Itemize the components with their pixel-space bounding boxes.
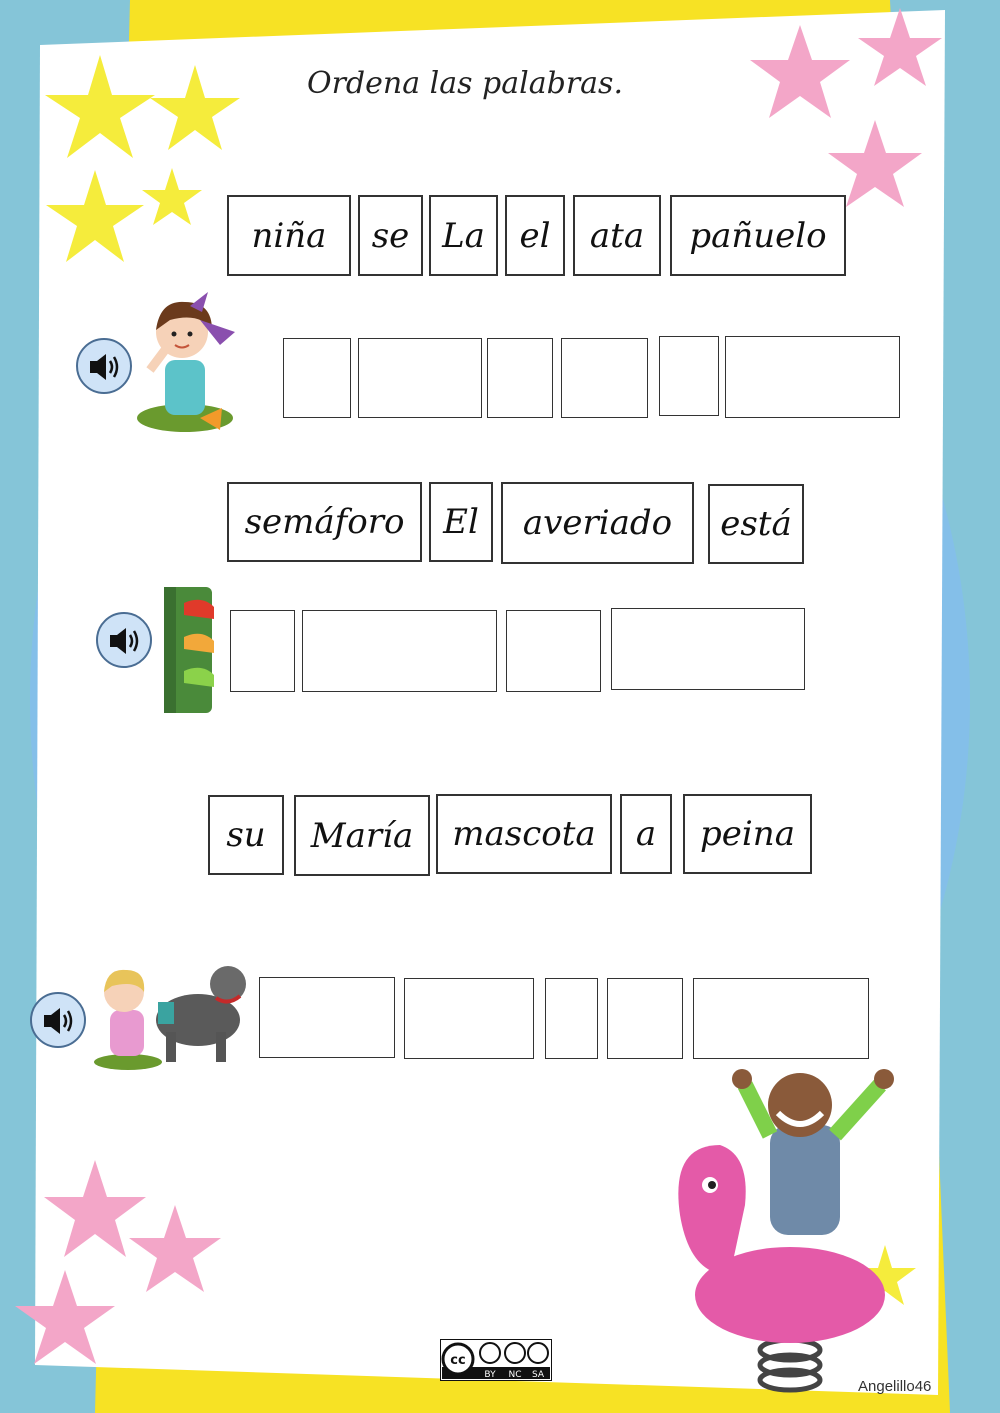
word-tile[interactable]: María [294,795,430,876]
answer-slot[interactable] [545,978,598,1059]
answer-slot[interactable] [230,610,295,692]
answer-slot[interactable] [561,338,648,418]
cc-badge-label: cc [450,1353,466,1368]
author-credit: Angelillo46 [858,1378,932,1395]
speaker-icon [88,352,122,382]
word-tile[interactable]: peina [683,794,812,874]
word-tile[interactable]: está [708,484,804,564]
answer-slot[interactable] [506,610,601,692]
word-tile[interactable]: pañuelo [670,195,846,276]
creative-commons-license-badge [440,1339,552,1381]
by-badge-label: BY [484,1370,496,1380]
girl-brushing-dog-picture [88,962,256,1072]
answer-slot[interactable] [611,608,805,690]
answer-slot[interactable] [358,338,482,418]
audio-button[interactable] [76,338,132,394]
answer-slot[interactable] [283,338,351,418]
word-tile[interactable]: el [505,195,565,276]
word-tile[interactable]: a [620,794,672,874]
word-tile[interactable]: averiado [501,482,694,564]
word-tile[interactable]: su [208,795,284,875]
answer-slot[interactable] [725,336,900,418]
sa-badge-label: SA [531,1370,545,1380]
answer-slot[interactable] [487,338,553,418]
page-title: Ordena las palabras. [307,66,623,101]
audio-button[interactable] [96,612,152,668]
boy-on-spring-horse-illustration [650,1065,920,1400]
traffic-light-picture [162,585,224,715]
audio-button[interactable] [30,992,86,1048]
word-tile[interactable]: ata [573,195,661,276]
word-tile[interactable]: se [358,195,423,276]
word-tile[interactable]: El [429,482,493,562]
word-tile[interactable]: La [429,195,498,276]
word-tile[interactable]: niña [227,195,351,276]
speaker-icon [108,626,142,656]
speaker-icon [42,1006,76,1036]
answer-slot[interactable] [659,336,719,416]
word-tile[interactable]: mascota [436,794,612,874]
answer-slot[interactable] [404,978,534,1059]
answer-slot[interactable] [693,978,869,1059]
nc-badge-label: NC [508,1370,522,1380]
girl-tying-scarf-picture [130,290,250,440]
answer-slot[interactable] [302,610,497,692]
word-tile[interactable]: semáforo [227,482,422,562]
answer-slot[interactable] [607,978,683,1059]
answer-slot[interactable] [259,977,395,1058]
